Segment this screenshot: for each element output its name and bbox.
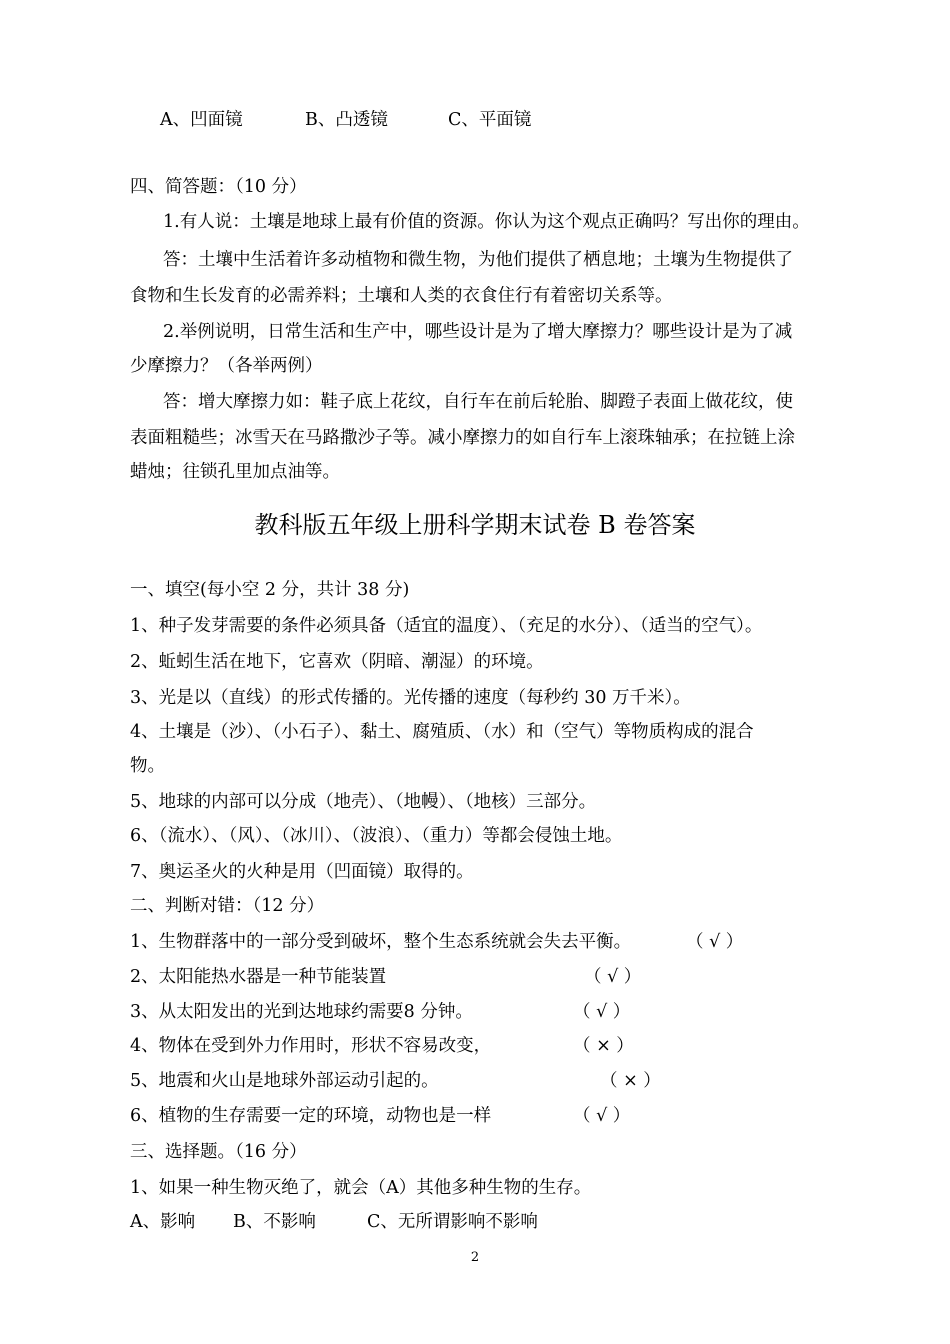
short-answer-a2-line3: 蜡烛；往锁孔里加点油等。 [130,462,340,482]
short-answer-q2-line1: 2.举例说明，日常生活和生产中，哪些设计是为了增大摩擦力？哪些设计是为了减 [163,322,793,342]
choice-b: B、凸透镜 [305,110,388,130]
short-answer-a2-line2: 表面粗糙些；冰雪天在马路撒沙子等。减小摩擦力的如自行车上滚珠轴承；在拉链上涂 [130,428,795,448]
judge-item-text: 6、植物的生存需要一定的环境，动物也是一样 [130,1106,492,1126]
fill-q3: 3、光是以（直线）的形式传播的。光传播的速度（每秒约 30 万千米）。 [130,688,691,708]
choice-q1: 1、如果一种生物灭绝了，就会（A）其他多种生物的生存。 [130,1178,592,1198]
choice-q1-c: C、无所谓影响不影响 [367,1212,538,1232]
short-answer-a1-line1: 答：土壤中生活着许多动植物和微生物，为他们提供了栖息地；土壤为生物提供了 [163,250,793,270]
short-answer-q2-line2: 少摩擦力？（各举两例） [130,356,323,376]
fill-q4-line1: 4、土壤是（沙）、（小石子）、黏土、腐殖质、（水）和（空气）等物质构成的混合 [130,722,754,742]
judge-item-text: 4、物体在受到外力作用时，形状不容易改变， [130,1036,492,1056]
judge-item-mark: （ √ ） [573,1002,631,1022]
short-answer-a2-line1: 答：增大摩擦力如：鞋子底上花纹，自行车在前后轮胎、脚蹬子表面上做花纹，使 [163,392,793,412]
fill-q5: 5、地球的内部可以分成（地壳）、（地幔）、（地核）三部分。 [130,792,597,812]
short-answer-heading: 四、简答题：（10 分） [130,177,307,197]
fill-q1: 1、种子发芽需要的条件必须具备（适宜的温度）、（充足的水分）、（适当的空气）。 [130,616,763,636]
judge-item-mark: （ √ ） [573,1106,631,1126]
judge-item-text: 1、生物群落中的一部分受到破坏，整个生态系统就会失去平衡。 [130,932,632,952]
judge-item-text: 5、地震和火山是地球外部运动引起的。 [130,1071,439,1091]
page-number: 2 [470,1250,480,1265]
fill-q7: 7、奥运圣火的火种是用（凹面镜）取得的。 [130,862,474,882]
fill-q4-line2: 物。 [130,756,165,776]
fill-q2: 2、蚯蚓生活在地下，它喜欢（阴暗、潮湿）的环境。 [130,652,544,672]
choice-q1-a: A、影响 [130,1212,196,1232]
judge-item-mark: （ √ ） [686,932,744,952]
judge-item-mark: （ × ） [600,1071,661,1091]
choice-a: A、凹面镜 [160,110,243,130]
judge-item-text: 2、太阳能热水器是一种节能装置 [130,967,387,987]
judge-item-text: 3、从太阳发出的光到达地球约需要8 分钟。 [130,1002,473,1022]
fill-heading: 一、填空(每小空 2 分，共计 38 分) [130,580,410,600]
short-answer-a1-line2: 食物和生长发育的必需养料；土壤和人类的衣食住行有着密切关系等。 [130,286,673,306]
choice-q1-b: B、不影响 [233,1212,316,1232]
choice-c: C、平面镜 [448,110,532,130]
choice-heading: 三、选择题。（16 分） [130,1142,307,1162]
fill-q6: 6、（流水）、（风）、（冰川）、（波浪）、（重力）等都会侵蚀土地。 [130,826,623,846]
judge-item-mark: （ × ） [573,1036,634,1056]
judge-item-mark: （ √ ） [584,967,642,987]
page-title: 教科版五年级上册科学期末试卷 B 卷答案 [254,511,696,539]
short-answer-q1: 1.有人说：土壤是地球上最有价值的资源。你认为这个观点正确吗？写出你的理由。 [163,212,810,232]
judge-heading: 二、判断对错：（12 分） [130,896,325,916]
